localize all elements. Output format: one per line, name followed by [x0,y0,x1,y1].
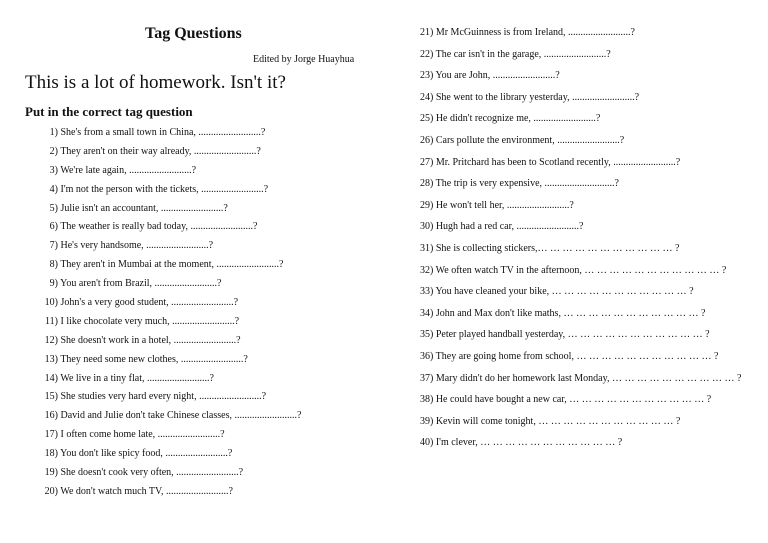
question-item: 34) John and Max don't like maths, … … … … … … … … … … … ? [420,307,706,319]
question-text: She doesn't work in a hotel, .........................? [60,334,241,346]
right-question-list [420,22,760,454]
question-item: 30) Hugh had a red car, .........................? [420,221,584,233]
question-item [30,275,390,294]
question-text: Julie isn't an accountant, .........................? [60,202,228,214]
question-item [30,256,390,275]
question-number: 17) [44,429,58,441]
question-text: She doesn't cook very often, .........................? [60,467,244,479]
question-text: The weather is really bad today, .........................? [60,221,258,233]
question-text: I often come home late, .........................? [60,429,225,441]
question-number: 15) [44,391,58,403]
question-text: She studies very hard every night, .........................? [60,391,267,403]
question-item [30,200,390,219]
question-number: 10) [44,297,58,309]
question-item [30,237,390,256]
question-item: 38) He could have bought a new car, … … … … … … … … … … … ? [420,394,712,406]
question-item: 28) The trip is very expensive, ............................? [420,178,619,190]
question-text: You don't like spicy food, .........................? [60,448,233,460]
question-number: 11) [45,315,58,327]
question-item [30,407,390,426]
question-item: 32) We often watch TV in the afternoon, … … … … … … … … … … … ? [420,264,727,276]
instruction-heading: Put in the correct tag question [25,104,193,119]
question-number: 7) [49,240,58,252]
question-number: 9) [49,278,58,290]
question-number: 16) [44,410,58,422]
question-item: 21) Mr McGuinness is from Ireland, .........................? [420,27,635,38]
question-text: John's a very good student, .........................? [60,297,239,309]
question-item: 27) Mr. Pritchard has been to Scotland recently, .........................? [420,156,681,168]
question-text: You aren't from Brazil, .........................? [60,278,222,290]
question-item [30,181,390,200]
question-item: 37) Mary didn't do her homework last Monday, … … … … … … … … … … ? [420,372,742,384]
question-item [30,483,390,502]
question-text: David and Julie don't take Chinese classes, .........................? [60,410,302,422]
question-number: 2) [49,145,58,157]
question-text: We don't watch much TV, .........................? [60,485,233,497]
question-item [30,464,390,483]
question-number: 4) [49,183,58,195]
question-text: We live in a tiny flat, .........................? [60,372,214,384]
question-item: 25) He didn't recognize me, .........................? [420,113,601,125]
question-item: 35) Peter played handball yesterday, … … … … … … … … … … … ? [420,329,710,341]
question-number: 18) [44,448,58,460]
question-text: I'm not the person with the tickets, .........................? [60,183,269,195]
question-number: 20) [44,485,58,497]
question-item [30,218,390,237]
question-text: She's from a small town in China, .........................? [60,127,266,138]
question-number: 8) [49,259,58,271]
worksheet-title: Tag Questions [145,25,242,42]
question-item [30,388,390,407]
question-number: 5) [49,202,58,214]
left-question-list [30,124,390,502]
question-item [30,313,390,332]
question-number: 13) [44,353,58,365]
question-item [30,370,390,389]
question-item: 39) Kevin will come tonight, … … … … … … … … … … … ? [420,415,681,427]
question-item: 24) She went to the library yesterday, .........................? [420,91,640,103]
editor-credit: Edited by Jorge Huayhua [253,54,355,65]
question-item [30,426,390,445]
question-item: 26) Cars pollute the environment, .........................? [420,134,625,146]
question-item [30,445,390,464]
question-item: 31) She is collecting stickers,… … … … … … … … … … … ? [420,242,680,254]
question-item [30,162,390,181]
question-item: 22) The car isn't in the garage, .........................? [420,48,611,60]
question-item [30,143,390,162]
question-item: 33) You have cleaned your bike, … … … … … … … … … … … ? [420,286,694,298]
question-text: They aren't in Mumbai at the moment, .........................? [60,259,284,271]
question-text: We're late again, .........................? [60,164,197,176]
question-item: 40) I'm clever, … … … … … … … … … … … ? [420,437,623,449]
question-number: 1) [49,127,58,138]
question-text: They need some new clothes, .........................? [60,353,248,365]
question-number: 3) [49,164,58,176]
question-item [30,294,390,313]
question-text: He's very handsome, .........................? [60,240,214,252]
question-item [30,124,390,143]
question-number: 6) [49,221,58,233]
question-number: 14) [44,372,58,384]
question-text: They aren't on their way already, .........................? [60,145,261,157]
example-sentence: This is a lot of homework. Isn't it? [25,72,286,93]
question-number: 12) [44,334,58,346]
question-number: 19) [44,467,58,479]
question-item: 29) He won't tell her, .........................? [420,199,574,211]
question-item: 23) You are John, .........................? [420,70,560,82]
question-text: I like chocolate very much, .........................? [60,315,240,327]
question-item: 36) They are going home from school, … … … … … … … … … … … ? [420,350,719,362]
question-item [30,351,390,370]
question-item [30,332,390,351]
